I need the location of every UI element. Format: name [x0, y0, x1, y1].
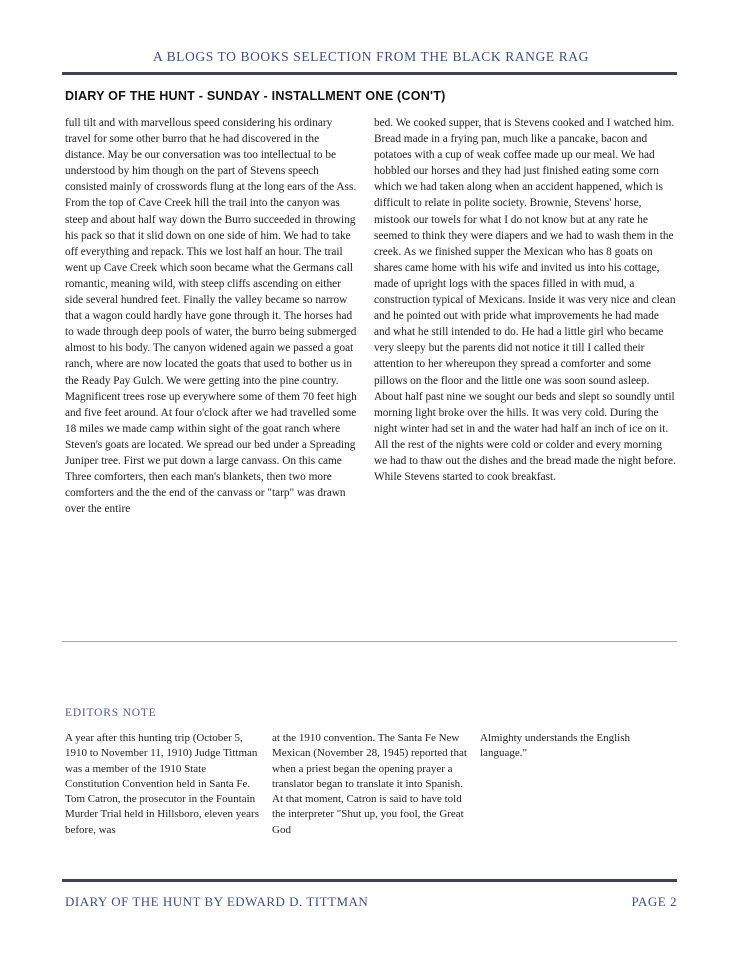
- article-divider: [62, 641, 677, 642]
- article-column-left: full tilt and with marvellous speed considering his ordinary travel for some other burro that he had discovered in the distance. May be our conversation was too intellectual to be understood by him though on the part of Stevens speech consisted mainly of crosswords flung at the long ears of the Ass. From the top of Cave Creek hill the trail into the canyon was steep and about half way down the Burro succeeded in throwing his pack so that it slid down on one side of him. We had to take off everything and repack. This we lost half an hour. The trail went up Cave Creek which soon became what the Germans call romantic, meaning wild, with steep cliffs ascending on either side several hundred feet. Finally the valley became so narrow that a wagon could hardly have gone through it. The horses had to wade through deep pools of water, the burro being submerged almost to his body. The canyon widened again we passed a goat ranch, where are now located the goats that used to bother us in the Ready Pay Gulch. We were getting into the pine country. Magnificent trees rose up everywhere some of them 70 feet high and five feet around. At four o'clock after we had travelled some 18 miles we made camp within sight of the goat ranch where Steven's goats are located. We spread our bed under a Spreading Juniper tree. First we put down a large canvass. On this came Three comforters, then each man's blankets, then two more comforters and the the end of the canvass or "tarp" was drawn over the entire: [65, 117, 357, 516]
- editors-note-column-1: A year after this hunting trip (October 5, 1910 to November 11, 1910) Judge Tittman was a member of the 1910 State Constitution Convention held in Santa Fe. Tom Catron, the prosecutor in the Fountain Murder Trial held in Hillsboro, eleven years before, was: [65, 732, 259, 836]
- editors-note-column-2: at the 1910 convention. The Santa Fe New Mexican (November 28, 1945) reported that when a priest began the opening prayer a translator began to translate it into Spanish. At that moment, Catron is said to have told the interpreter "Shut up, you fool, the Great God: [272, 732, 467, 836]
- footer-rule: [62, 879, 677, 882]
- publication-banner: A BLOGS TO BOOKS SELECTION FROM THE BLACK RANGE RAG: [152, 49, 589, 64]
- editors-note-heading: EDITORS NOTE: [65, 707, 157, 719]
- article-column-right: bed. We cooked supper, that is Stevens cooked and I watched him. Bread made in a frying pan, much like a pancake, bacon and potatoes with a cup of weak coffee made up our meal. We had hobbled our horses and they had just finished eating some corn which we had taken along when an accident happened, which is difficult to relate in polite society. Brownie, Stevens' horse, mistook our towels for what I do not know but at any rate he seemed to think they were diapers and we had to wash them in the creek. As we finished supper the Mexican who has 8 goats on shares came home with his wife and invited us into his cottage, made of upright logs with the spaces filled in with mud, a construction typical of Mexicans. Inside it was very nice and clean and he pointed out with pride what improvements he had made and what he still intended to do. He had a little girl who became very sleepy but the parents did not notice it till I called their attention to her whereupon they spread a comforter and some pillows on the floor and the little one was soon sound asleep. About half past nine we sought our beds and slept so soundly until morning light broke over the hills. It was very cold. During the night winter had set in and the water had half an inch of ice on it. All the rest of the nights were cold or colder and every morning we had to thaw out the dishes and the bread made the night before. While Stevens started to cook breakfast.: [374, 117, 676, 484]
- editors-note-column-3: Almighty understands the English language.": [480, 732, 631, 760]
- header-rule: [62, 72, 677, 75]
- footer-title: DIARY OF THE HUNT BY EDWARD D. TITTMAN: [65, 894, 369, 909]
- page-number: PAGE 2: [631, 894, 677, 909]
- section-title: DIARY OF THE HUNT - SUNDAY - INSTALLMENT ONE (CON'T): [65, 89, 446, 103]
